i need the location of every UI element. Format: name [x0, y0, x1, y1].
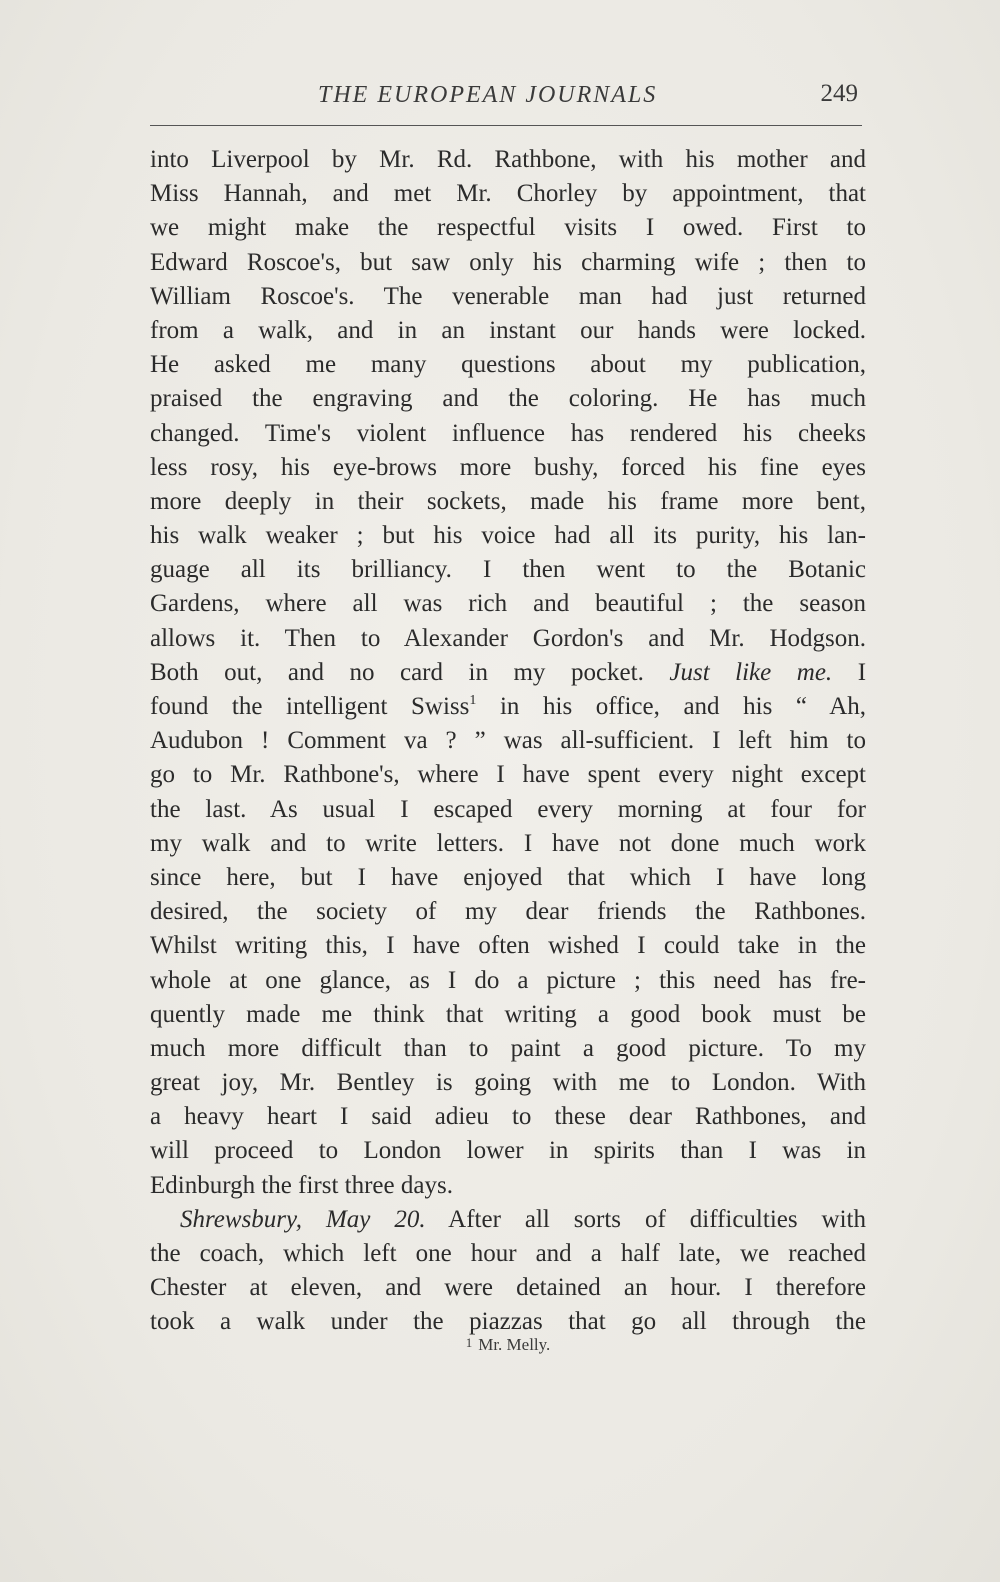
text-line: quently made me think that writing a good book must be	[150, 1000, 866, 1028]
text-line: a heavy heart I said adieu to these dear Rathbones, and	[150, 1103, 866, 1131]
text-line: Miss Hannah, and met Mr. Chorley by appointment, that	[150, 180, 866, 208]
body-text	[150, 143, 866, 1340]
running-head: THE EUROPEAN JOURNALS	[318, 82, 658, 108]
text-line: my walk and to write letters. I have not done much work	[150, 829, 866, 857]
text-line	[150, 656, 866, 690]
text-line: the last. As usual I escaped every morning at four for	[150, 795, 866, 823]
text-line: He asked me many questions about my publication,	[150, 351, 866, 379]
text-line: from a walk, and in an instant our hands were locked.	[150, 316, 866, 344]
dateline: Shrewsbury, May 20.	[180, 1205, 426, 1233]
text-line: desired, the society of my dear friends the Rathbones.	[150, 898, 866, 926]
text-line: into Liverpool by Mr. Rd. Rathbone, with his mother and	[150, 146, 866, 173]
text-line: the coach, which left one hour and a half late, we reached	[150, 1240, 866, 1267]
paragraph-end-line: Edinburgh the first three days.	[150, 1171, 453, 1199]
text-line: guage all its brilliancy. I then went to the Botanic	[150, 556, 866, 584]
text-line: Gardens, where all was rich and beautiful ; the season	[150, 590, 866, 618]
text-line: Edward Roscoe's, but saw only his charming wife ; then to	[150, 248, 866, 276]
footnote-number: 1	[465, 1335, 473, 1350]
text-run: I	[857, 658, 866, 686]
footnote-text: Mr. Melly.	[478, 1335, 551, 1354]
text-line: much more difficult than to paint a good picture. To my	[150, 1034, 866, 1062]
text-line: William Roscoe's. The venerable man had just returned	[150, 282, 866, 310]
text-line: great joy, Mr. Bentley is going with me to London. With	[150, 1069, 866, 1097]
italic-phrase: Just like me.	[669, 658, 833, 686]
text-line: his walk weaker ; but his voice had all its purity, his lan-	[150, 522, 866, 550]
text-line: more deeply in their sockets, made his frame more bent,	[150, 487, 866, 515]
text-line: less rosy, his eye-brows more bushy, forced his fine eyes	[150, 453, 866, 481]
text-line	[150, 690, 866, 724]
text-line: since here, but I have enjoyed that which I have long	[150, 863, 866, 891]
text-line: took a walk under the piazzas that go all through the	[150, 1308, 866, 1336]
text-line: whole at one glance, as I do a picture ; this need has fre-	[150, 966, 866, 994]
text-line: Chester at eleven, and were detained an hour. I therefore	[150, 1274, 866, 1302]
text-line: we might make the respectful visits I owed. First to	[150, 214, 866, 242]
text-line	[150, 1203, 866, 1237]
text-line: praised the engraving and the coloring. He has much	[150, 385, 866, 413]
text-run: After all sorts of difficulties with	[448, 1205, 866, 1233]
page-number: 249	[820, 80, 858, 107]
text-line: go to Mr. Rathbone's, where I have spent every night except	[150, 761, 866, 789]
header-rule	[150, 125, 862, 126]
text-run: Both out, and no card in my pocket.	[150, 658, 644, 686]
text-line: allows it. Then to Alexander Gordon's and Mr. Hodgson.	[150, 624, 866, 652]
footnote	[150, 1335, 866, 1355]
text-line: changed. Time's violent influence has rendered his cheeks	[150, 419, 866, 447]
page-header	[150, 78, 866, 118]
footnote-marker: 1	[469, 693, 477, 708]
text-line: Audubon ! Comment va ? ” was all-sufficient. I left him to	[150, 727, 866, 755]
text-line: Whilst writing this, I have often wished I could take in the	[150, 932, 866, 960]
text-line: will proceed to London lower in spirits than I was in	[150, 1137, 866, 1165]
text-run: found the intelligent Swiss	[150, 693, 470, 720]
text-run: in his office, and his “ Ah,	[499, 693, 866, 720]
